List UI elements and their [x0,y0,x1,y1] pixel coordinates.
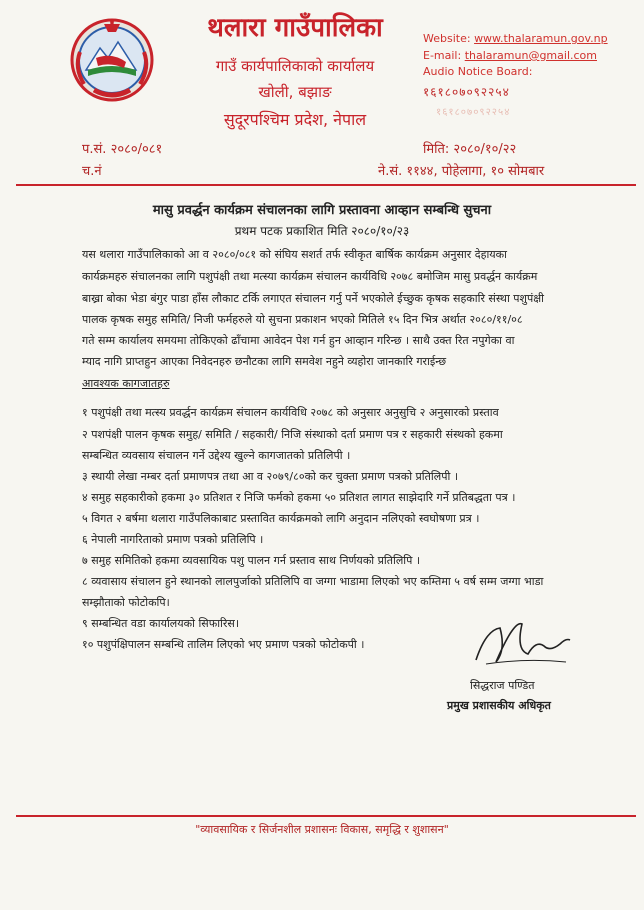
province-name: सुदूरपश्चिम प्रदेश, नेपाल [223,110,367,129]
footer-divider [16,815,636,817]
requirement-item: ३ स्थायी लेखा नम्बर दर्ता प्रमाणपत्र तथा आ व २०७९/८०को कर चुक्ता प्रमाण पत्रको प्रतिलिपी । [82,470,458,483]
body-line: पालक कृषक समुह समिति/ निजी फर्महरुले यो सुचना प्रकाशन भएको मितिले १५ दिन भित्र अर्थात २०८०/११/०८ [82,313,523,326]
requirement-item: ५ विगत २ बर्षमा थलारा गाउँपलिकाबाट प्रस्तावित कार्यक्रमको लागि अनुदान नलिएको स्वघोषणा प्रत्र । [82,512,480,525]
dispatch-number: च.नं [82,164,102,179]
website-link[interactable]: www.thalaramun.gov.np [474,32,608,45]
body-line: बाख्रा बोका भेडा बंगुर पाडा हाँस लौकाट टर्कि लगाएत संचालन गर्नु पर्ने भएकोले ईच्छुक कृषक सहकारि संस्था पशुपंक्षी [82,292,545,305]
nepal-government-emblem-icon [66,12,158,104]
requirement-item: सम्बन्धित व्यवसाय संचालन गर्ने उद्देश्य खुल्ने कागजातको प्रतिलिपी । [82,449,351,462]
email-label: E-mail: [423,49,462,62]
signatory-title: प्रमुख प्रशासकीय अधिकृत [447,699,551,712]
website-line [423,31,608,46]
handwritten-signature [466,610,576,670]
header-divider [16,184,636,186]
fiscal-year: प.सं. २०८०/०८१ [82,142,163,157]
requirement-item: २ पशपंक्षी पालन कृषक समुह/ समिति / सहकारी/ निजि संस्थाको दर्ता प्रमाण पत्र र सहकारी संस्थको हकमा [82,428,503,441]
footer-slogan: "व्यावसायिक र सिर्जनशील प्रशासनः विकास, समृद्धि र शुशासन" [195,823,449,836]
requirement-item: सम्झौताको फोटोकपि। [82,596,170,609]
notice-title: मासु प्रवर्द्धन कार्यक्रम संचालनका लागि प्रस्तावना आव्हान सम्बन्धि सुचना [152,203,492,218]
requirement-item: १ पशुपंक्षी तथा मत्स्य प्रवर्द्धन कार्यक्रम संचालन कार्यविधि २०७८ को अनुसार अनुसुचि २ अनुसारको प्रस्ताव [82,406,499,419]
nepal-sambat-date: ने.सं. ११४४, पोहेलागा, १० सोमबार [378,164,545,179]
requirement-item: ९ सम्बन्धित वडा कार्यालयको सिफारिस। [82,617,240,630]
body-line: यस थलारा गाउँपालिकाको आ व २०८०/०८१ को संघिय सशर्त तर्फ स्वीकृत बार्षिक कार्यक्रम अनुसार देहायका [82,248,507,261]
audio-number-faint: १६१८०७०९२२५४ [436,107,511,118]
website-label: Website: [423,32,471,45]
requirements-heading: आवश्यक कागजातहरु [82,377,170,390]
body-line: गते सम्म कार्यालय समयमा तोकिएको ढाँचामा आवेदन पेश गर्न हुन आव्हान गरिन्छ । साथै उक्त रित नपुगेका वा [82,334,515,347]
audio-label: Audio Notice Board: [423,65,533,78]
org-name: थलारा गाउँपालिका [207,13,383,43]
audio-number: १६१८०७०९२२५४ [423,85,510,99]
issue-date: मिति: २०८०/१०/२२ [423,142,517,157]
requirement-item: ८ व्यवासाय संचालन हुने स्थानको लालपुर्जाको प्रतिलिपि वा जग्गा भाडामा लिएको भए कम्तिमा ५ वर्ष सम्म जग्गा भाडा [82,575,544,588]
office-place: खोली, बझाङ [258,83,332,101]
requirement-item: १० पशुपंक्षिपालन सम्बन्धि तालिम लिएको भए प्रमाण पत्रको फोटोकपी । [82,638,365,651]
requirement-item: ७ समुह समितिको हकमा व्यवसायिक पशु पालन गर्न प्रस्ताव साथ निर्णयको प्रतिलिपि । [82,554,421,567]
body-line: म्याद नागि प्राप्तहुन आएका निवेदनहरु छनौटका लागि समवेश नहुने व्यहोरा जानकारि गराईन्छ [82,355,447,368]
email-link[interactable]: thalaramun@gmail.com [464,49,597,62]
notice-subtitle: प्रथम पटक प्रकाशित मिति २०८०/१०/२३ [234,224,410,238]
requirement-item: ६ नेपाली नागरिताको प्रमाण पत्रको प्रतिलिपि । [82,533,264,546]
email-line [423,48,597,63]
signatory-name: सिद्धराज पण्डित [470,679,535,692]
office-name: गाउँ कार्यपालिकाको कार्यालय [215,57,375,75]
requirement-item: ४ समुह सहकारीको हकमा ३० प्रतिशत र निजि फर्मको हकमा ५० प्रतिशत लागत साझेदारि गर्ने प्रतिबद्धता पत्र । [82,491,516,504]
body-line: कार्यक्रमहरु संचालनका लागि पशुपंक्षी तथा मत्स्या कार्यक्रम संचालन कार्यविधि २०७८ बमोजिम मासु प्रवर्द्धन कार्यक्रम [82,270,538,283]
